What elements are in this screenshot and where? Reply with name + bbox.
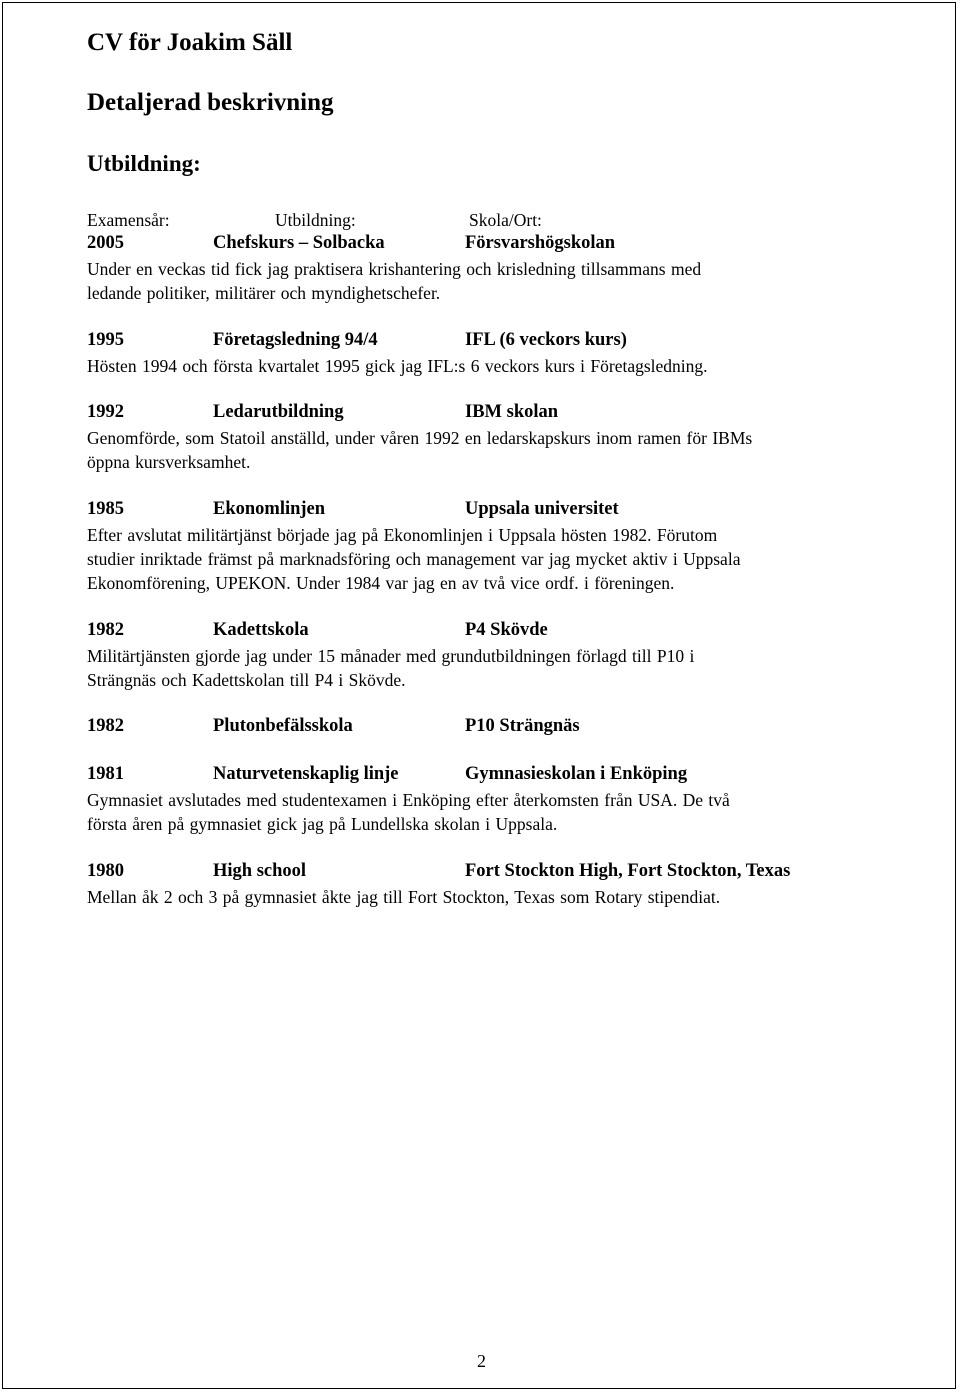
entry-education: Ledarutbildning	[213, 402, 344, 422]
column-header-education: Utbildning:	[275, 210, 356, 230]
education-entry	[87, 764, 887, 836]
entry-header	[87, 716, 887, 740]
entry-year: 1985	[87, 499, 124, 519]
entry-description: Militärtjänsten gjorde jag under 15 månader med grundutbildningen förlagd till P10 i Strängnäs och Kadettskolan till P4 i Skövde.	[87, 646, 695, 690]
entry-description: Under en veckas tid fick jag praktisera krishantering och krisledning tillsammans med ledande politiker, militärer och myndighetschefer.	[87, 259, 702, 303]
entry-header	[87, 861, 887, 885]
entry-year: 1981	[87, 764, 124, 784]
entry-school: Fort Stockton High, Fort Stockton, Texas	[465, 861, 791, 881]
entry-education: Chefskurs – Solbacka	[213, 233, 385, 253]
entry-header	[87, 499, 887, 523]
education-entry	[87, 861, 887, 909]
section-heading: Utbildning:	[87, 151, 201, 176]
education-entry	[87, 620, 887, 692]
entry-education: Kadettskola	[213, 620, 309, 640]
entry-header	[87, 330, 887, 354]
column-header-school: Skola/Ort:	[469, 210, 542, 230]
education-entry	[87, 716, 887, 740]
entry-education: Företagsledning 94/4	[213, 330, 378, 350]
document-title: CV för Joakim Säll	[87, 29, 293, 56]
entry-education: High school	[213, 861, 307, 881]
page-number: 2	[477, 1351, 486, 1371]
entry-description: Gymnasiet avslutades med studentexamen i Enköping efter återkomsten från USA. De två första åren på gymnasiet gick jag på Lundellska skolan i Uppsala.	[87, 790, 730, 834]
document-page	[2, 2, 956, 1389]
entry-header	[87, 764, 887, 788]
entry-header	[87, 233, 887, 257]
education-entry	[87, 402, 887, 474]
entry-description: Genomförde, som Statoil anställd, under våren 1992 en ledarskapskurs inom ramen för IBMs öppna kursverksamhet.	[87, 428, 753, 472]
entry-school: IBM skolan	[465, 402, 559, 422]
column-header-year: Examensår:	[87, 210, 170, 230]
entry-header	[87, 620, 887, 644]
education-entry	[87, 499, 887, 595]
entry-year: 1982	[87, 620, 124, 640]
entry-year: 1980	[87, 861, 124, 881]
entry-description: Efter avslutat militärtjänst började jag på Ekonomlinjen i Uppsala hösten 1982. Förutom studier inriktade främst på marknadsföring och management var jag mycket aktiv i Uppsala Ekonomförening, UPEKON. Under 1984 var jag en av två vice ordf. i föreningen.	[87, 525, 741, 593]
entry-school: Uppsala universitet	[465, 499, 619, 519]
entry-year: 1982	[87, 716, 124, 736]
entry-education: Ekonomlinjen	[213, 499, 326, 519]
column-headers	[87, 210, 567, 230]
entry-header	[87, 402, 887, 426]
education-entry	[87, 233, 887, 305]
entry-year: 2005	[87, 233, 124, 253]
entry-education: Plutonbefälsskola	[213, 716, 353, 736]
entry-year: 1995	[87, 330, 124, 350]
entry-school: Gymnasieskolan i Enköping	[465, 764, 688, 784]
entry-year: 1992	[87, 402, 124, 422]
entry-school: IFL (6 veckors kurs)	[465, 330, 627, 350]
entry-description: Mellan åk 2 och 3 på gymnasiet åkte jag till Fort Stockton, Texas som Rotary stipendiat.	[87, 887, 721, 907]
entry-education: Naturvetenskaplig linje	[213, 764, 399, 784]
entry-description: Hösten 1994 och första kvartalet 1995 gick jag IFL:s 6 veckors kurs i Företagsledning.	[87, 356, 708, 376]
entry-school: P4 Skövde	[465, 620, 548, 640]
education-entry	[87, 330, 887, 378]
document-subtitle: Detaljerad beskrivning	[87, 89, 334, 116]
entry-school: Försvarshögskolan	[465, 233, 616, 253]
entry-school: P10 Strängnäs	[465, 716, 580, 736]
